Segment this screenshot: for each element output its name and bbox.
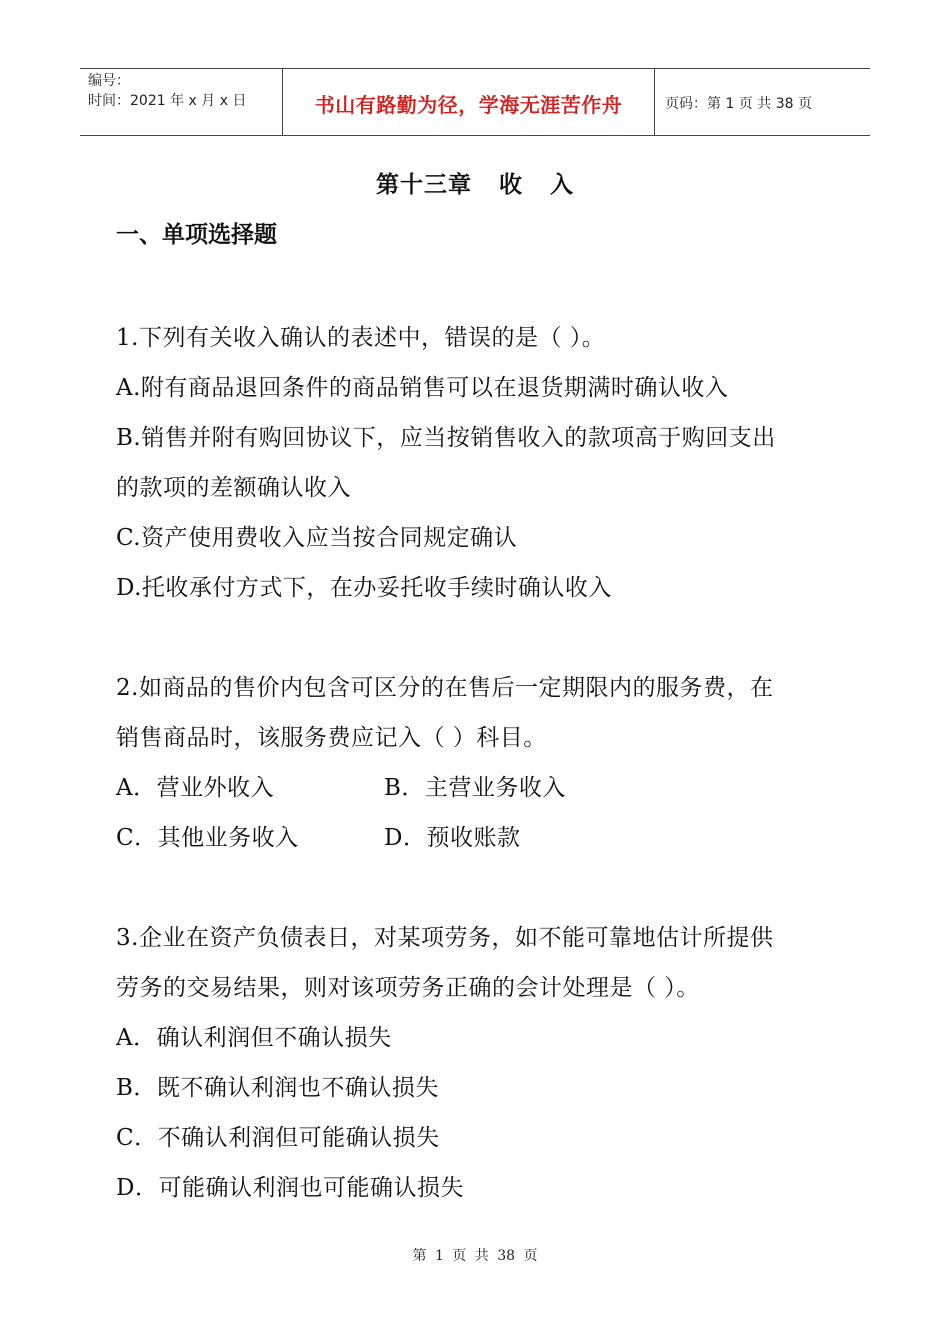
chapter-title: 第十三章 收 入 bbox=[375, 172, 575, 198]
option-row bbox=[116, 763, 836, 813]
option-d: D.托收承付方式下，在办妥托收手续时确认收入 bbox=[116, 575, 612, 601]
header-meta bbox=[80, 69, 282, 135]
spacer bbox=[116, 613, 836, 663]
option-b-continued: 的款项的差额确认收入 bbox=[116, 475, 351, 501]
question-stem: 1.下列有关收入确认的表述中，错误的是（ ）。 bbox=[116, 325, 606, 351]
option-b: B．主营业务收入 bbox=[384, 775, 566, 801]
spacer bbox=[116, 863, 836, 913]
header-motto: 书山有路勤为径，学海无涯苦作舟 bbox=[282, 69, 655, 135]
option-c: C．不确认利润但可能确认损失 bbox=[116, 1125, 440, 1151]
question-3 bbox=[116, 913, 836, 1213]
document-header bbox=[80, 68, 870, 136]
question-stem: 2.如商品的售价内包含可区分的在售后一定期限内的服务费，在 bbox=[116, 675, 774, 701]
option-d: D．可能确认利润也可能确认损失 bbox=[116, 1175, 464, 1201]
question-list bbox=[116, 313, 836, 1213]
option-b: B.销售并附有购回协议下，应当按销售收入的款项高于购回支出 bbox=[116, 425, 776, 451]
option-d: D．预收账款 bbox=[384, 825, 521, 851]
option-c: C.资产使用费收入应当按合同规定确认 bbox=[116, 525, 518, 551]
option-c: C．其他业务收入 bbox=[116, 825, 299, 851]
question-stem-continued: 劳务的交易结果，则对该项劳务正确的会计处理是（ ）。 bbox=[116, 975, 700, 1001]
section-title: 一、单项选择题 bbox=[116, 222, 277, 248]
question-1 bbox=[116, 313, 836, 613]
question-2 bbox=[116, 663, 836, 863]
option-b: B．既不确认利润也不确认损失 bbox=[116, 1075, 439, 1101]
header-page-info: 页码：第 1 页 共 38 页 bbox=[665, 96, 812, 112]
header-time-label: 时间：2021 年 x 月 x 日 bbox=[88, 93, 247, 109]
option-a: A．营业外收入 bbox=[116, 775, 275, 801]
header-number-label: 编号： bbox=[88, 73, 130, 89]
option-a: A．确认利润但不确认损失 bbox=[116, 1025, 392, 1051]
option-a: A.附有商品退回条件的商品销售可以在退货期满时确认收入 bbox=[116, 375, 729, 401]
page-footer: 第 1 页 共 38 页 bbox=[412, 1248, 538, 1264]
question-stem-continued: 销售商品时，该服务费应记入（ ）科目。 bbox=[116, 725, 547, 751]
option-row bbox=[116, 813, 836, 863]
question-stem: 3.企业在资产负债表日，对某项劳务，如不能可靠地估计所提供 bbox=[116, 925, 774, 951]
